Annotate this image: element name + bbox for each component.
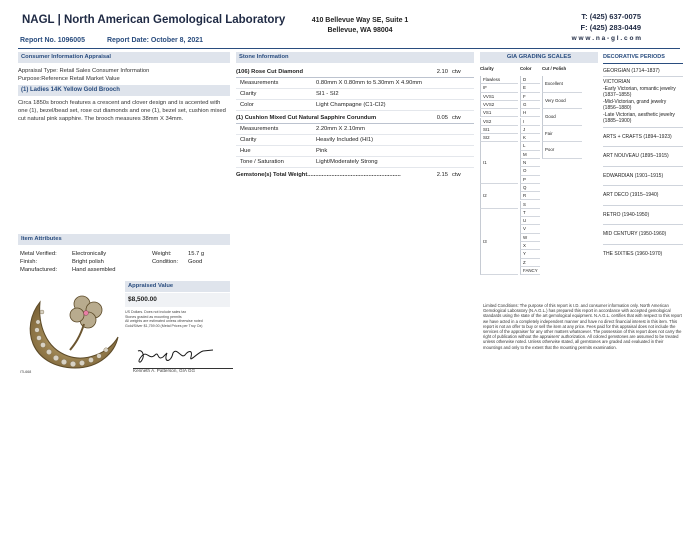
total-weight: 2.15 [436, 172, 448, 178]
address-line1: 410 Bellevue Way SE, Suite 1 [311, 17, 409, 24]
appraised-note3: All weights are estimated unless otherwise noted [125, 319, 203, 324]
attr-row-metal [20, 250, 220, 258]
color-grade-t: T [520, 209, 540, 217]
color-grade-v: V [520, 225, 540, 233]
limited-conditions: Limited Conditions: The purpose of this report is I.D. and consumer information only. North American Gemological Laboratory (N.A.G.L.) has prepared this report in accordance with accepted gemological standards using the state of the art gemological equipment. N.A.G.L. certifies that with respect to this report we have acted in a completely independent manner and have no direct financial interest in this item. This report is not an offer to buy or sell the item at any price. Fees paid for this appraisal does not include the services of the appraiser for any other matters whatsoever. The possession of this report does not carry the right of publication without the appraisers' authorization. All colored gemstones are assumed to be treated unless otherwise noted. Unless otherwise stated, all gemstones are graded and evaluated in their mountings and only to the extent that the mounting permits examination. [483, 303, 682, 350]
appraised-value-box [125, 281, 230, 327]
attr-row-manufactured [20, 266, 220, 274]
cut-grade-good: Good [542, 109, 582, 126]
color-grade-e: E [520, 84, 540, 92]
diamond-clarity: SI1 - SI2 [316, 91, 339, 97]
appraised-value-title: Appraised Value [125, 281, 230, 292]
sapphire-title: (1) Cushion Mixed Cut Natural Sapphire Corundum [236, 115, 377, 121]
hue-label: Hue [240, 148, 251, 154]
color-grade-w: W [520, 234, 540, 242]
period-victorian-late: -Late Victorian, aesthetic jewelry (1885–1900) [603, 111, 675, 124]
appraised-note1: US Dollars. Does not include sales tax [125, 310, 187, 314]
period-retro: RETRO (1940-1950) [603, 206, 683, 226]
sapphire-measurements: 2.20mm X 2.10mm [316, 126, 365, 132]
measurements-label: Measurements [240, 126, 279, 132]
weight-value: 15.7 g [188, 251, 205, 257]
clarity-grade-si2: SI2 [480, 134, 518, 142]
clarity-label: Clarity [240, 91, 257, 97]
fax: F: (425) 283-0449 [580, 23, 641, 32]
period-mid-century: MID CENTURY (1950-1960) [603, 225, 683, 245]
color-grade-i: I [520, 118, 540, 126]
clarity-grade-i3: I3 [480, 209, 518, 275]
appraisal-purpose: Purpose:Reference Retail Market Value [18, 76, 120, 82]
color-grade-k: K [520, 134, 540, 142]
lab-name: NAGL | North American Gemological Laboratory [22, 14, 286, 26]
attributes-section [18, 234, 230, 245]
stone-section-title: Stone Information [236, 52, 474, 63]
appraised-note4: Gold/Silver $1,759.00 (Metal Prices per Troy Oz) [125, 323, 203, 328]
period-art-nouveau: ART NOUVEAU (1895–1915) [603, 147, 683, 167]
item-description: Circa 1850s brooch features a crescent and clover design and is accented with one (1), bezel/bead set, rose cut diamonds and one (1), bezel set, cushion mixed cut natural pink sapphire. The brooch measures 38mm X 34mm. [18, 100, 226, 122]
appraised-value: $8,500.00 [125, 293, 230, 307]
color-grade-u: U [520, 217, 540, 225]
attributes-section-title: Item Attributes [18, 234, 230, 245]
color-grade-o: O [520, 167, 540, 175]
condition-value: Good [188, 259, 203, 265]
weight-label: Weight: [152, 251, 172, 257]
consumer-section [18, 52, 230, 123]
manufactured-label: Manufactured: [20, 267, 58, 273]
stone-section [236, 52, 474, 180]
color-grade-z: Z [520, 259, 540, 267]
appraised-note2: Stones graded as mounting permits [125, 314, 182, 319]
sapphire-tone-row [236, 157, 474, 168]
diamond-measurements: 0.80mm X 0.80mm to 5.30mm X 4.90mm [316, 80, 422, 86]
color-grade-g: G [520, 101, 540, 109]
gia-title: GIA GRADING SCALES [480, 52, 598, 63]
cut-grade-excellent: Excellent [542, 76, 582, 93]
diamond-color: Light Champagne (C1-CI2) [316, 102, 386, 108]
period-victorian-early: -Early Victorian, romantic jewelry (1837–1855) [603, 85, 676, 98]
sapphire-title-row [236, 113, 474, 124]
cut-grade-very-good: Very Good [542, 93, 582, 110]
period-arts-crafts: ARTS + CRAFTS (1894–1923) [603, 128, 683, 148]
total-weight-unit: ctw [452, 172, 461, 178]
clover-motif [70, 296, 102, 350]
attributes-grid [20, 250, 220, 274]
color-grade-p: P [520, 176, 540, 184]
brooch-image [20, 282, 125, 377]
manufactured-value: Hand assembled [72, 267, 116, 273]
diamond-color-row [236, 100, 474, 111]
period-victorian-mid: -Mid-Victorian, grand jewelry (1856–1880) [603, 98, 667, 111]
phone: T: (425) 637-0075 [581, 12, 641, 21]
sapphire-hue: Pink [316, 148, 328, 154]
brooch-photo [20, 282, 125, 377]
color-grade-y: Y [520, 250, 540, 258]
color-grade-f: F [520, 93, 540, 101]
attr-row-finish [20, 258, 220, 266]
tone-label: Tone / Saturation [240, 159, 284, 165]
period-art-deco: ART DECO (1915–1940) [603, 186, 683, 206]
website[interactable]: w w w . n a - g l . c o m [571, 35, 641, 42]
address-line2: Bellevue, WA 98004 [327, 27, 393, 34]
report-date: Report Date: October 8, 2021 [106, 37, 204, 44]
signature-image [133, 345, 228, 367]
color-grade-l: L [520, 142, 540, 150]
diamond-weight-unit: ctw [452, 69, 461, 75]
metal-label: Metal Verified: [20, 251, 57, 257]
color-label: Color [240, 102, 254, 108]
diamond-weight: 2.10 [436, 69, 448, 75]
decorative-periods [603, 52, 683, 263]
clarity-grade-vs2: VS2 [480, 118, 518, 126]
clarity-grade-vs1: VS1 [480, 109, 518, 117]
consumer-section-title: Consumer Information Appraisal [18, 52, 230, 63]
color-grade-h: H [520, 109, 540, 117]
clarity-head: Clarity [480, 66, 494, 71]
color-grade-n: N [520, 159, 540, 167]
periods-title: DECORATIVE PERIODS [603, 52, 683, 64]
diamond-clarity-row [236, 89, 474, 100]
sapphire-weight-unit: ctw [452, 115, 461, 121]
diamond-title-row [236, 67, 474, 78]
sapphire-hue-row [236, 146, 474, 157]
sapphire-clarity-row [236, 135, 474, 146]
clarity-grade-if: IF [480, 84, 518, 92]
clarity-grade-vvs2: VVS2 [480, 101, 518, 109]
period-edwardian: EDWARDIAN (1901–1915) [603, 167, 683, 187]
cut-grade-fair: Fair [542, 126, 582, 143]
color-grade-d: D [520, 76, 540, 84]
gia-scale-body [480, 66, 598, 286]
period-victorian: VICTORIAN [603, 79, 631, 85]
period-victorian-block [603, 77, 683, 128]
finish-label: Finish: [20, 259, 38, 265]
cut-head: Cut / Polish [542, 66, 567, 71]
diamond-title: (106) Rose Cut Diamond [236, 69, 303, 75]
appraisal-type: Appraisal Type: Retail Sales Consumer Information [18, 68, 150, 74]
sapphire-weight: 0.05 [436, 115, 448, 121]
photo-id: ITL668 [20, 370, 32, 374]
clarity-label: Clarity [240, 137, 257, 143]
sapphire-measurements-row [236, 124, 474, 135]
signer-name: Kenneth A. Patterson, GIA GG [133, 368, 196, 373]
diamond-measurements-row [236, 78, 474, 89]
report-number: Report No. 1096005 [20, 37, 85, 44]
lab-address [300, 16, 420, 36]
sapphire-clarity: Heavily Included (HI1) [316, 137, 374, 143]
report-info [20, 37, 223, 44]
color-head: Color [520, 66, 532, 71]
finish-value: Bright polish [72, 259, 104, 265]
clarity-grade-i1: I1 [480, 142, 518, 184]
gia-scales [480, 52, 598, 286]
color-grade-q: Q [520, 184, 540, 192]
total-weight-label: Gemstone(s) Total Weight.......................................................... [236, 172, 401, 178]
condition-label: Condition: [152, 259, 179, 265]
color-grade-m: M [520, 151, 540, 159]
clarity-grade-flawless: Flawless [480, 76, 518, 84]
measurements-label: Measurements [240, 80, 279, 86]
signature [133, 345, 228, 367]
color-grade-x: X [520, 242, 540, 250]
color-grade-s: S [520, 201, 540, 209]
color-grade-j: J [520, 126, 540, 134]
period-georgian: GEORGIAN (1714–1837) [603, 66, 683, 78]
item-title: (1) Ladies 14K Yellow Gold Brooch [18, 85, 230, 96]
metal-value: Electronically [72, 251, 107, 257]
pink-sapphire [84, 311, 89, 316]
clarity-grade-i2: I2 [480, 184, 518, 209]
sapphire-tone: Light/Moderately Strong [316, 159, 378, 165]
color-grade-fancy: FANCY [520, 267, 540, 275]
period-sixties: THE SIXTIES (1960-1970) [603, 250, 663, 257]
cut-grade-poor: Poor [542, 142, 582, 159]
header-divider [18, 48, 680, 49]
total-weight-row [236, 170, 474, 180]
lab-contact [545, 11, 641, 44]
color-grade-r: R [520, 192, 540, 200]
clarity-grade-si1: SI1 [480, 126, 518, 134]
clarity-grade-vvs1: VVS1 [480, 93, 518, 101]
